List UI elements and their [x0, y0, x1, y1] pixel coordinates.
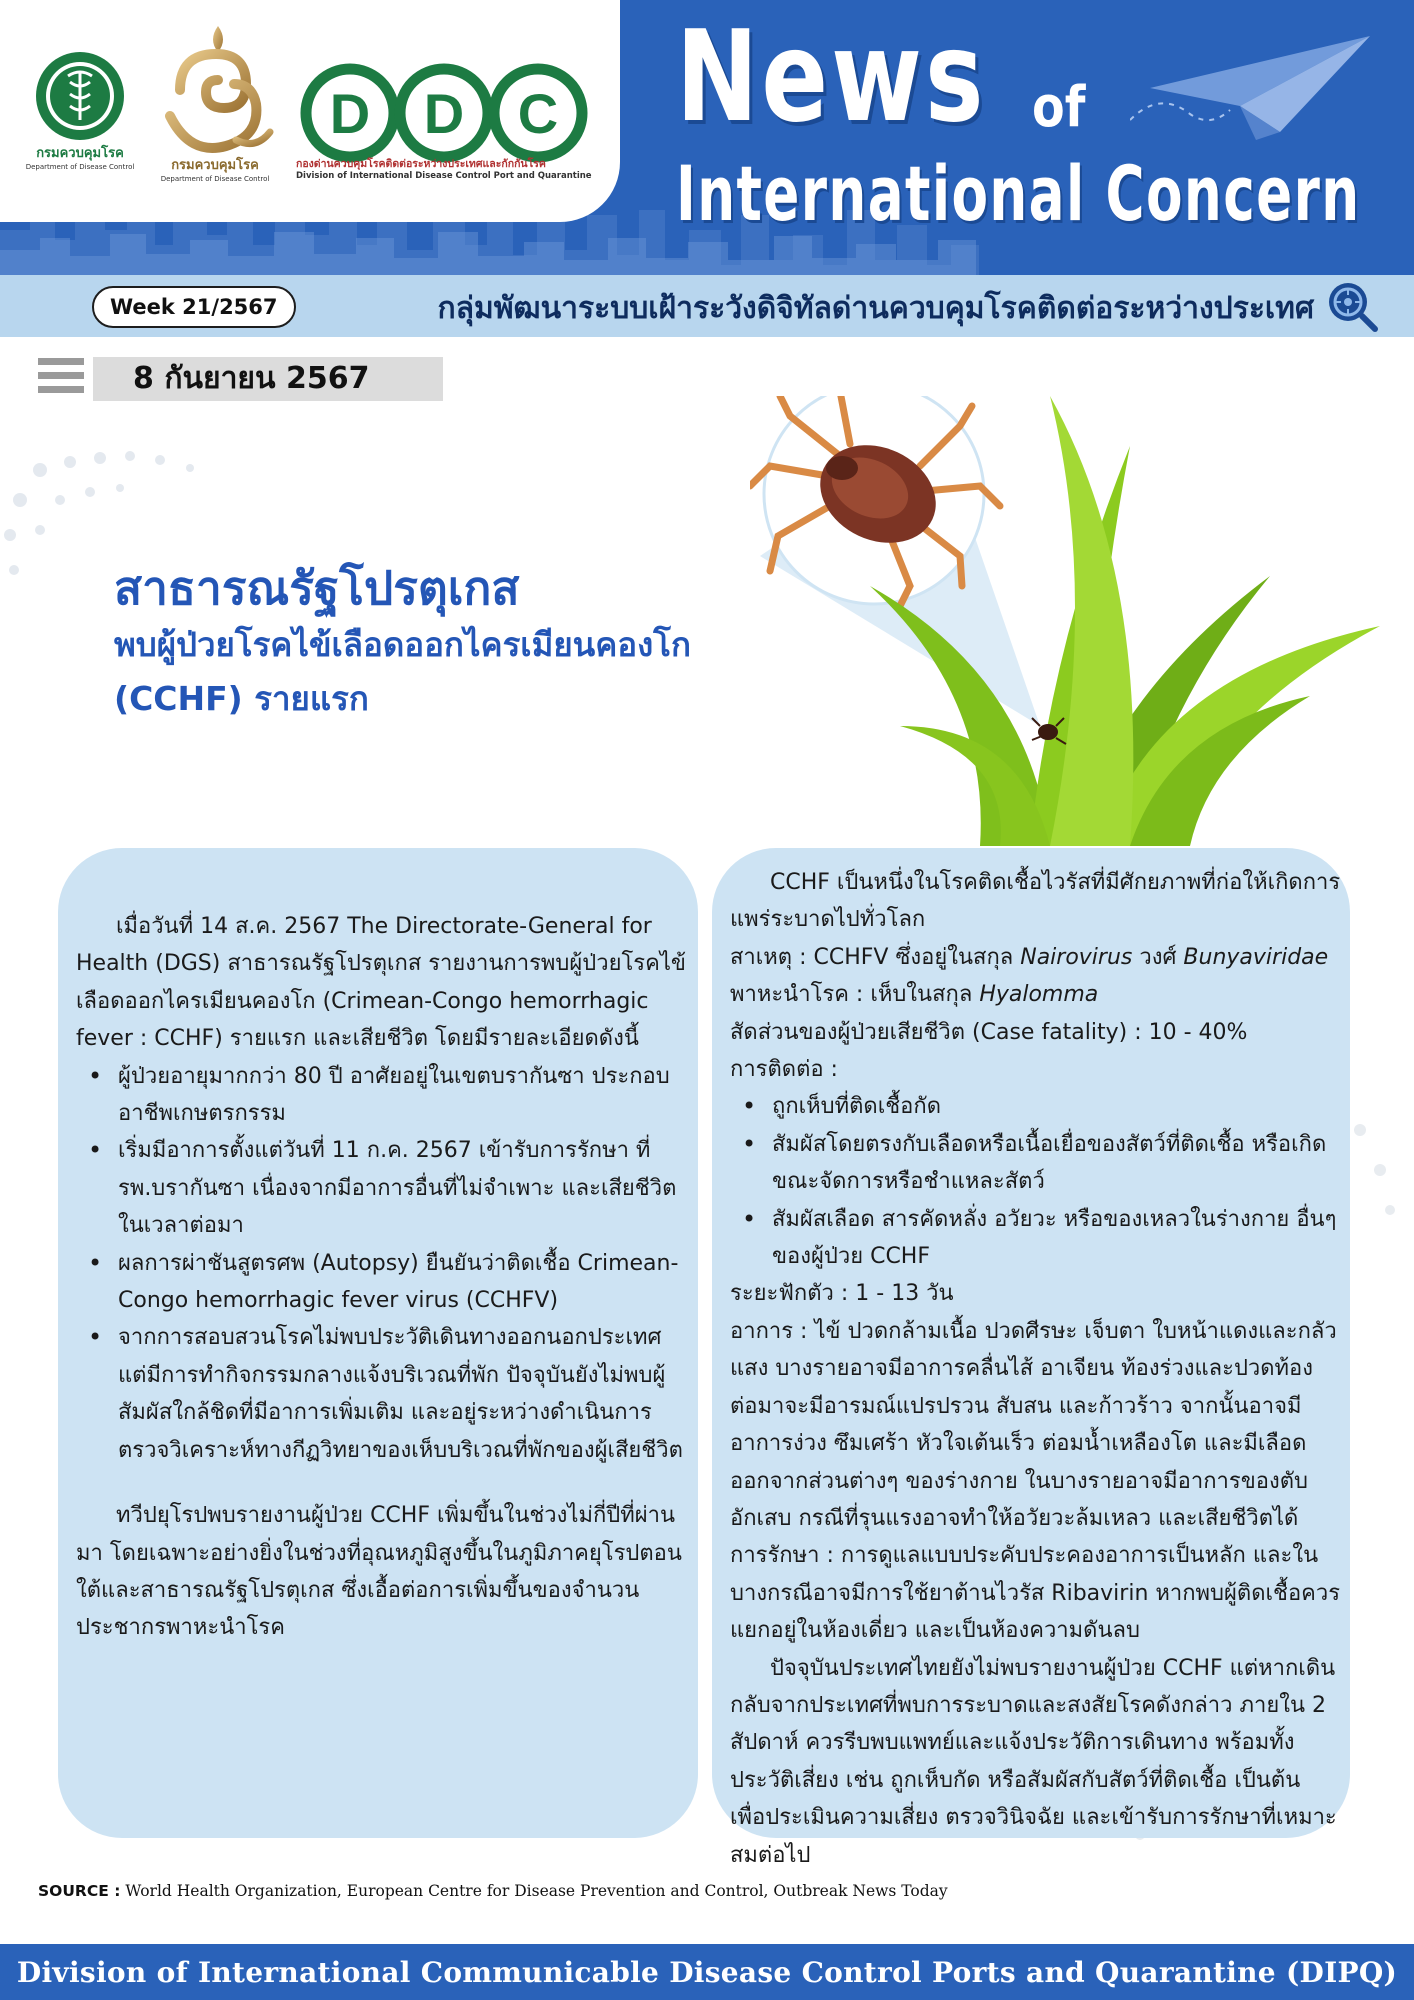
- list-item: • สัมผัสโดยตรงกับเลือดหรือเนื้อเยื่อของสัตว์ที่ติดเชื้อ หรือเกิดขณะจัดการหรือชำแหละสัตว์: [730, 1126, 1342, 1201]
- publication-date: 8 กันยายน 2567: [93, 357, 443, 401]
- logo-panel: [0, 0, 620, 222]
- group-name: กลุ่มพัฒนาระบบเฝ้าระวังดิจิทัลด่านควบคุมโรคติดต่อระหว่างประเทศ: [437, 291, 1314, 326]
- headline-subtitle-line1: พบผู้ป่วยโรคไข้เลือดออกไครเมียนคองโก: [114, 625, 691, 664]
- list-item: • ผลการผ่าชันสูตรศพ (Autopsy) ยืนยันว่าติดเชื้อ Crimean-Congo hemorrhagic fever virus (CCHFV): [76, 1245, 688, 1320]
- title-international-concern: International Concern: [676, 149, 1361, 238]
- cause-mid: วงศ์: [1132, 944, 1184, 970]
- list-item: • สัมผัสเลือด สารคัดหลั่ง อวัยวะ หรือของเหลวในร่างกาย อื่นๆ ของผู้ป่วย CCHF: [730, 1201, 1342, 1276]
- transmission-title: การติดต่อ :: [730, 1057, 838, 1083]
- incubation-line: ระยะฟักตัว : 1 - 13 วัน: [730, 1281, 954, 1307]
- moph-logo-caption: [18, 142, 142, 171]
- cause-line: [730, 939, 1342, 976]
- intro-paragraph: เมื่อวันที่ 14 ส.ค. 2567 The Directorate-General for Health (DGS) สาธารณรัฐโปรตุเกส รายงานการพบผู้ป่วยโรคไข้เลือดออกไครเมียนคองโก (Crimean-Congo hemorrhagic fever : CCHF) รายแรก และเสียชีวิต โดยมีรายละเอียดดังนี้: [76, 914, 686, 1052]
- vector-prefix: พาหะนำโรค : เห็บในสกุล: [730, 982, 980, 1008]
- left-panel-text: [76, 908, 688, 1647]
- paper-plane-icon: [1130, 28, 1380, 148]
- source-label: SOURCE :: [38, 1882, 121, 1900]
- advice-paragraph: ปัจจุบันประเทศไทยยังไม่พบรายงานผู้ป่วย CCHF แต่หากเดินกลับจากประเทศที่พบการระบาดและสงสัยโรคดังกล่าว ภายใน 2 สัปดาห์ ควรรีบพบแพทย์และแจ้งประวัติการเดินทาง พร้อมทั้งประวัติเสี่ยง เช่น ถูกเห็บกัด หรือสัมผัสกับสัตว์ที่ติดเชื้อ เป็นต้น เพื่อประเมินความเสี่ยง ตรวจวินิจฉัย และเข้ารับการรักษาที่เหมาะสมต่อไป: [730, 1655, 1337, 1868]
- transmission-list: [730, 1088, 1342, 1275]
- cause-prefix: สาเหตุ : CCHFV ซึ่งอยู่ในสกุล: [730, 944, 1021, 970]
- ddc-caption-th: กองด่านควบคุมโรคติดต่อระหว่างประเทศและกักกันโรค: [296, 158, 546, 170]
- sixty-caption-th: กรมควบคุมโรค: [171, 158, 259, 173]
- source-line: [38, 1882, 948, 1900]
- sixty-caption-en: Department of Disease Control: [160, 175, 270, 183]
- case-details-list: [76, 1058, 688, 1469]
- left-info-panel: [58, 848, 698, 1838]
- week-bar: [0, 275, 1414, 337]
- ddc-caption-en: Division of International Disease Control Port and Quarantine: [296, 171, 592, 181]
- sixty-logo-caption: [150, 154, 280, 183]
- cause-family: Bunyaviridae: [1183, 944, 1329, 970]
- svg-text:D: D: [423, 82, 465, 145]
- footer-text: Division of International Communicable Disease Control Ports and Quarantine (DIPQ): [16, 1956, 1398, 1989]
- svg-text:D: D: [329, 82, 371, 145]
- list-item: • ผู้ป่วยอายุมากกว่า 80 ปี อาศัยอยู่ในเขตบรากันซา ประกอบอาชีพเกษตรกรรม: [76, 1058, 688, 1133]
- vector-genus: Hyalomma: [979, 982, 1099, 1008]
- right-info-panel: [712, 848, 1350, 1868]
- svg-text:C: C: [517, 82, 559, 145]
- moph-caption-th: กรมควบคุมโรค: [36, 146, 124, 161]
- cause-genus: Nairovirus: [1020, 944, 1133, 970]
- symptoms-paragraph: อาการ : ไข้ ปวดกล้ามเนื้อ ปวดศีรษะ เจ็บตา ใบหน้าแดงและกลัวแสง บางรายอาจมีอาการคลื่นไส้ อาเจียน ท้องร่วงและปวดท้อง ต่อมาจะมีอารมณ์แปรปรวน สับสน และก้าวร้าว จากนั้นอาจมีอาการง่วง ซึมเศร้า หัวใจเต้นเร็ว ต่อมน้ำเหลืองโต และมีเลือดออกจากส่วนต่างๆ ของร่างกาย ในบางรายอาจมีอาการของตับอักเสบ กรณีที่รุนแรงอาจทำให้อวัยวะล้มเหลว และเสียชีวิตได้: [730, 1318, 1337, 1531]
- list-item: • เริ่มมีอาการตั้งแต่วันที่ 11 ก.ค. 2567 เข้ารับการรักษา ที่ รพ.บรากันซา เนื่องจากมีอาการอื่นที่ไม่จำเพาะ และเสียชีวิตในเวลาต่อมา: [76, 1132, 688, 1244]
- title-of: of: [1032, 75, 1086, 140]
- treatment-paragraph: การรักษา : การดูแลแบบประคับประคองอาการเป็นหลัก และในบางกรณีอาจมีการใช้ยาต้านไวรัส Ribavirin หากพบผู้ติดเชื้อควรแยกอยู่ในห้องเดี่ยว และเป็นห้องความดันลบ: [730, 1543, 1341, 1644]
- headline-subtitle-line2: (CCHF) รายแรก: [114, 679, 369, 718]
- cchf-intro: CCHF เป็นหนึ่งในโรคติดเชื้อไวรัสที่มีศักยภาพที่ก่อให้เกิดการแพร่ระบาดไปทั่วโลก: [730, 870, 1341, 933]
- vector-line: [730, 976, 1342, 1013]
- header-banner: [0, 0, 1414, 275]
- search-icon: [1326, 280, 1378, 332]
- fatality-line: สัดส่วนของผู้ป่วยเสียชีวิต (Case fatality) : 10 - 40%: [730, 1019, 1248, 1045]
- moph-caption-en: Department of Disease Control: [25, 163, 135, 171]
- source-text: World Health Organization, European Centre for Disease Prevention and Control, Outbreak News Today: [120, 1882, 948, 1900]
- week-badge: Week 21/2567: [92, 286, 296, 328]
- menu-icon: [38, 356, 84, 396]
- list-item: • ถูกเห็บที่ติดเชื้อกัด: [730, 1088, 1342, 1125]
- right-panel-text: [730, 864, 1342, 1874]
- list-item: • จากการสอบสวนโรคไม่พบประวัติเดินทางออกนอกประเทศ แต่มีการทำกิจกรรมกลางแจ้งบริเวณที่พัก ปัจจุบันยังไม่พบผู้สัมผัสใกล้ชิดที่มีอาการเพิ่มเติม และอยู่ระหว่างดำเนินการตรวจวิเคราะห์ทางกีฏวิทยาของเห็บบริเวณที่พักของผู้เสียชีวิต: [76, 1319, 688, 1469]
- title-news: News: [676, 3, 987, 150]
- footer-bar: [0, 1944, 1414, 2000]
- closing-paragraph: ทวีปยุโรปพบรายงานผู้ป่วย CCHF เพิ่มขึ้นในช่วงไม่กี่ปีที่ผ่านมา โดยเฉพาะอย่างยิ่งในช่วงที่อุณหภูมิสูงขึ้นในภูมิภาคยุโรปตอนใต้และสาธารณรัฐโปรตุเกส ซึ่งเอื้อต่อการเพิ่มขึ้นของจำนวนประชากรพาหะนำโรค: [76, 1503, 682, 1641]
- headline-country: สาธารณรัฐโปรตุเกส: [114, 561, 520, 615]
- tick-on-grass-illustration: [750, 396, 1400, 846]
